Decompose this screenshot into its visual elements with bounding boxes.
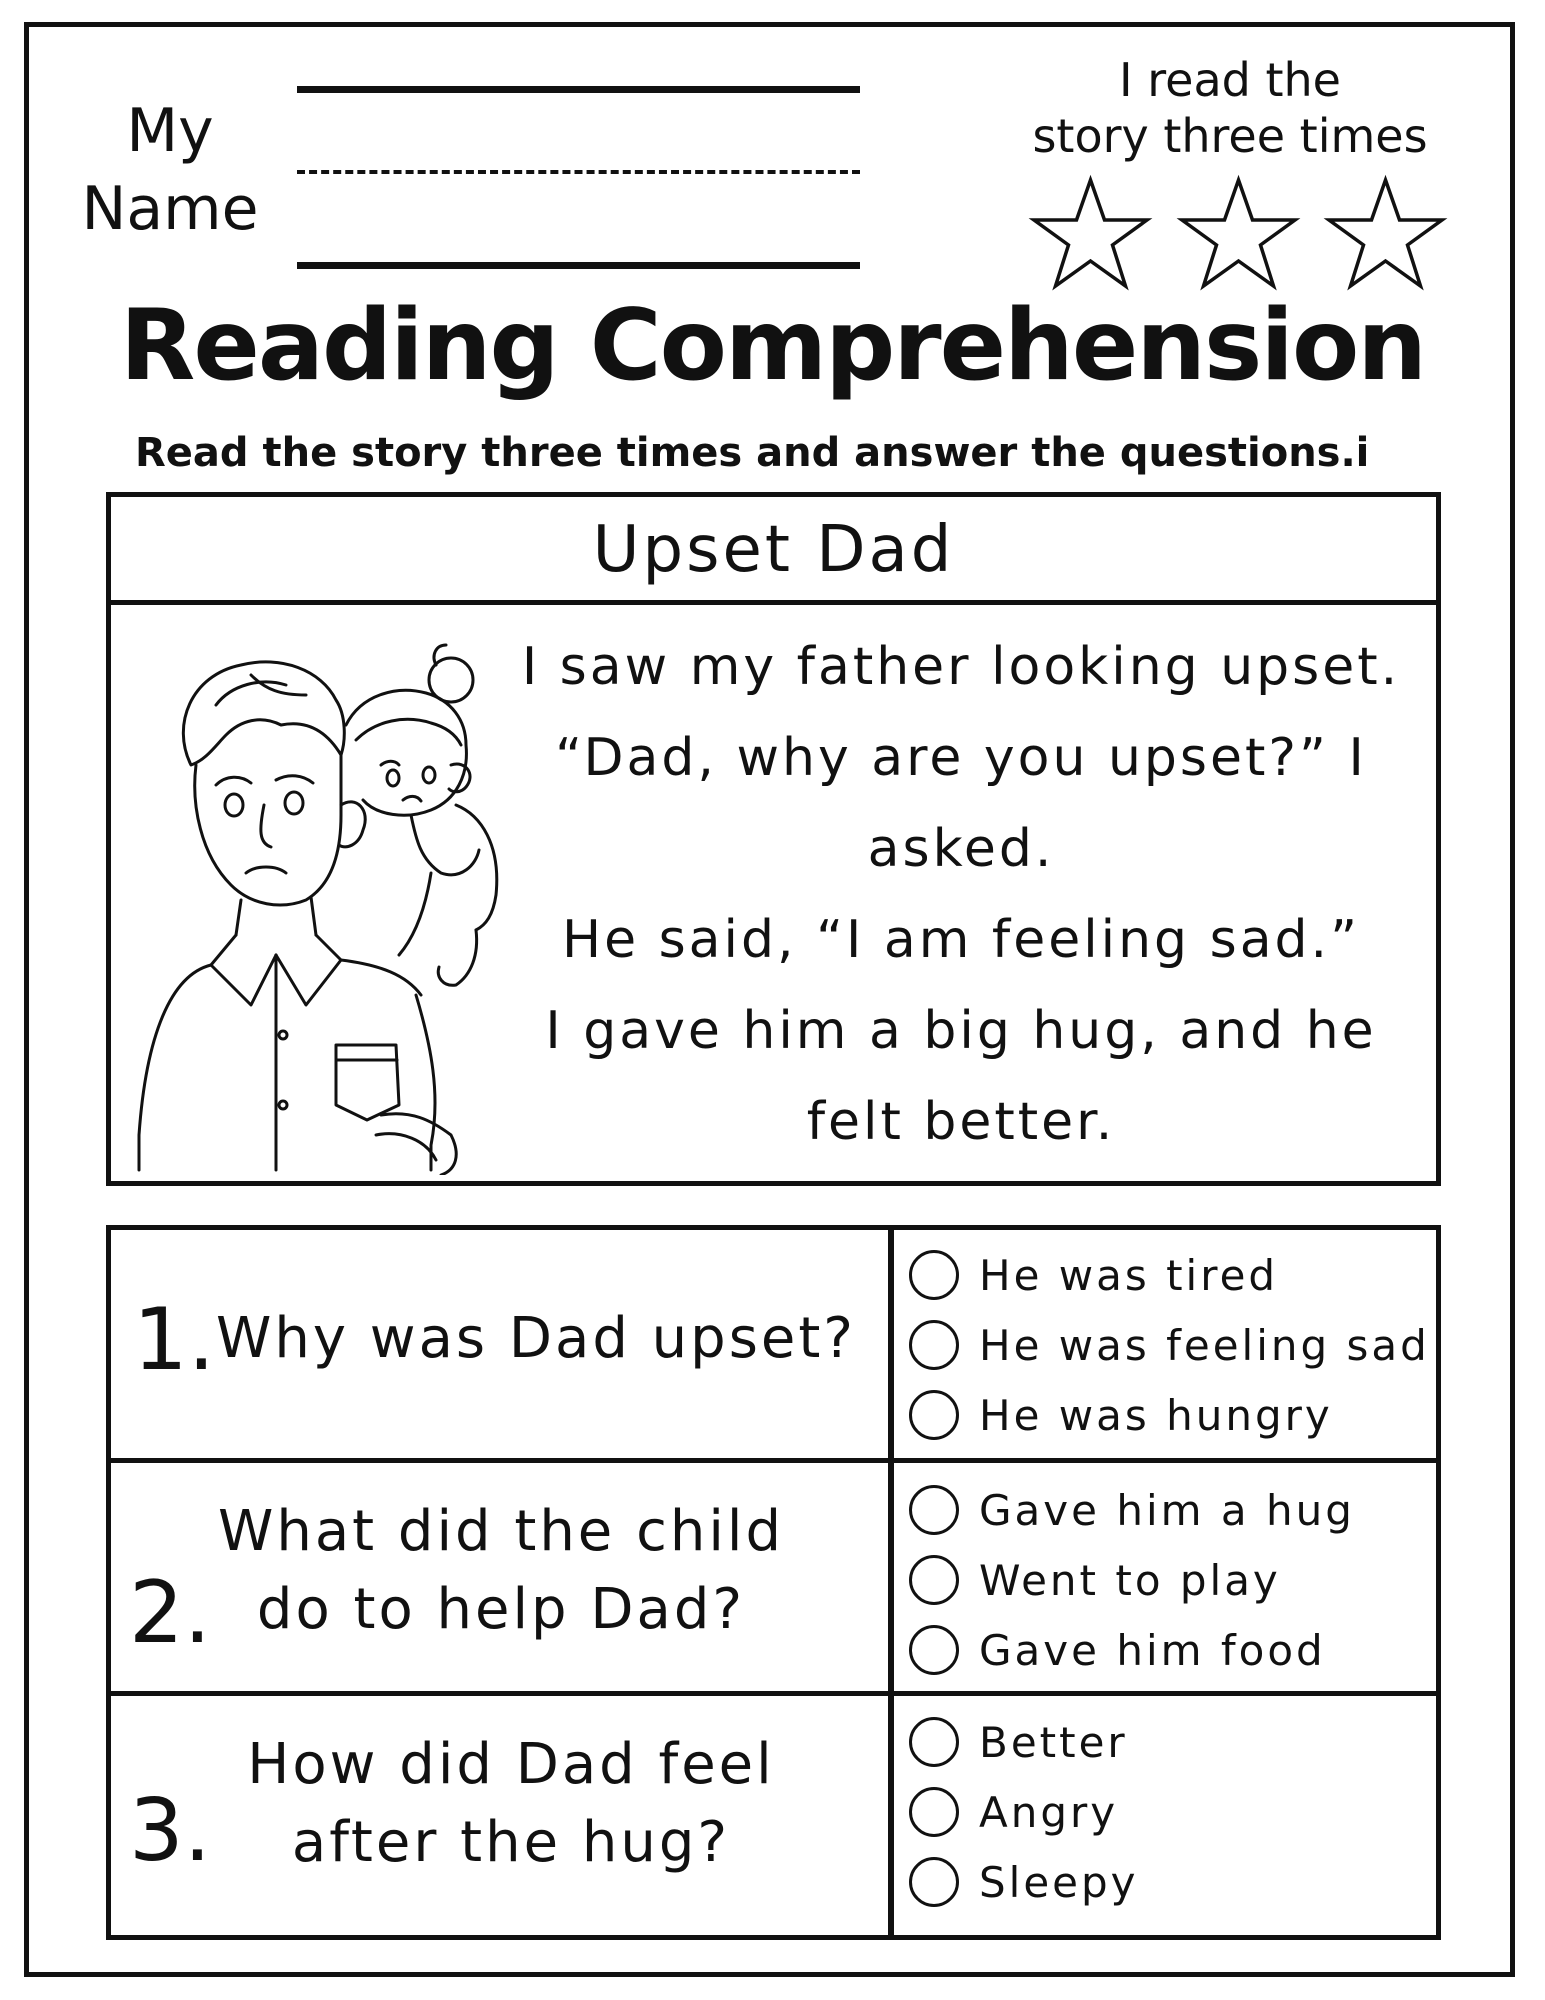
- answer-option[interactable]: [909, 1480, 1429, 1540]
- answer-label: Sleepy: [979, 1857, 1139, 1907]
- name-writing-line-bottom[interactable]: [297, 262, 860, 269]
- story-line: I saw my father looking upset.: [521, 637, 1401, 697]
- question-text-line1: How did Dad feel: [247, 1732, 775, 1797]
- name-label-line1: My: [126, 96, 214, 166]
- question-row-3: [111, 1696, 1436, 1936]
- name-writing-line-top[interactable]: [297, 86, 860, 93]
- answer-option[interactable]: [909, 1712, 1429, 1772]
- answer-option[interactable]: [909, 1620, 1429, 1680]
- question-text-line1: Why was Dad upset?: [215, 1306, 857, 1371]
- answer-label: He was hungry: [979, 1390, 1333, 1440]
- story-line: I gave him a big hug, and he: [545, 1001, 1377, 1061]
- radio-circle-icon[interactable]: [909, 1555, 959, 1605]
- radio-circle-icon[interactable]: [909, 1390, 959, 1440]
- instructions: Read the story three times and answer the questions.i: [135, 430, 1370, 476]
- name-label: [70, 92, 270, 248]
- question-number: 2.: [129, 1563, 212, 1663]
- answer-label: Gave him food: [979, 1625, 1326, 1675]
- question-text-line1: What did the child: [217, 1499, 785, 1564]
- story-box: [106, 492, 1441, 1186]
- radio-circle-icon[interactable]: [909, 1857, 959, 1907]
- answer-option[interactable]: [909, 1385, 1429, 1445]
- story-line: He said, “I am feeling sad.”: [561, 910, 1361, 970]
- answer-label: Gave him a hug: [979, 1485, 1355, 1535]
- question-text-line2: do to help Dad?: [256, 1577, 746, 1642]
- story-line: “Dad, why are you upset?” I: [555, 728, 1367, 788]
- page-title: Reading Comprehension: [119, 289, 1426, 403]
- options-cell: [894, 1696, 1434, 1936]
- answer-label: Went to play: [979, 1555, 1281, 1605]
- answer-option[interactable]: [909, 1245, 1429, 1305]
- story-text: [501, 622, 1421, 1168]
- question-cell: [111, 1463, 888, 1696]
- questions-table: [106, 1225, 1441, 1940]
- star-icon[interactable]: [1176, 174, 1301, 292]
- dad-and-child-illustration-icon: [131, 615, 531, 1175]
- story-title: Upset Dad: [592, 513, 955, 587]
- question-text: [201, 1493, 801, 1649]
- read-three-times-label: [1010, 52, 1450, 164]
- options-cell: [894, 1230, 1434, 1463]
- name-label-line2: Name: [81, 174, 259, 244]
- options-cell: [894, 1463, 1434, 1696]
- story-line: felt better.: [806, 1092, 1116, 1152]
- radio-circle-icon[interactable]: [909, 1625, 959, 1675]
- radio-circle-icon[interactable]: [909, 1320, 959, 1370]
- answer-label: He was tired: [979, 1250, 1279, 1300]
- radio-circle-icon[interactable]: [909, 1787, 959, 1837]
- story-title-row: [111, 497, 1436, 605]
- answer-option[interactable]: [909, 1782, 1429, 1842]
- radio-circle-icon[interactable]: [909, 1250, 959, 1300]
- question-text-line2: after the hug?: [291, 1810, 731, 1875]
- question-cell: [111, 1696, 888, 1936]
- answer-option[interactable]: [909, 1315, 1429, 1375]
- question-row-1: [111, 1230, 1436, 1463]
- radio-circle-icon[interactable]: [909, 1717, 959, 1767]
- answer-label: He was feeling sad: [979, 1320, 1430, 1370]
- question-text: [201, 1726, 821, 1882]
- story-line: asked.: [867, 819, 1055, 879]
- stars-label-line1: I read the: [1119, 53, 1341, 107]
- radio-circle-icon[interactable]: [909, 1485, 959, 1535]
- answer-option[interactable]: [909, 1852, 1429, 1912]
- question-number: 3.: [129, 1781, 212, 1881]
- name-writing-line-middle[interactable]: [297, 170, 860, 174]
- reading-stars: [1028, 174, 1448, 294]
- stars-label-line2: story three times: [1032, 109, 1428, 163]
- star-icon[interactable]: [1323, 174, 1448, 292]
- star-icon[interactable]: [1028, 174, 1153, 292]
- answer-label: Angry: [979, 1787, 1119, 1837]
- answer-label: Better: [979, 1717, 1128, 1767]
- question-number: 1.: [133, 1290, 216, 1390]
- question-row-2: [111, 1463, 1436, 1696]
- question-text: [181, 1300, 891, 1378]
- question-cell: [111, 1230, 888, 1463]
- answer-option[interactable]: [909, 1550, 1429, 1610]
